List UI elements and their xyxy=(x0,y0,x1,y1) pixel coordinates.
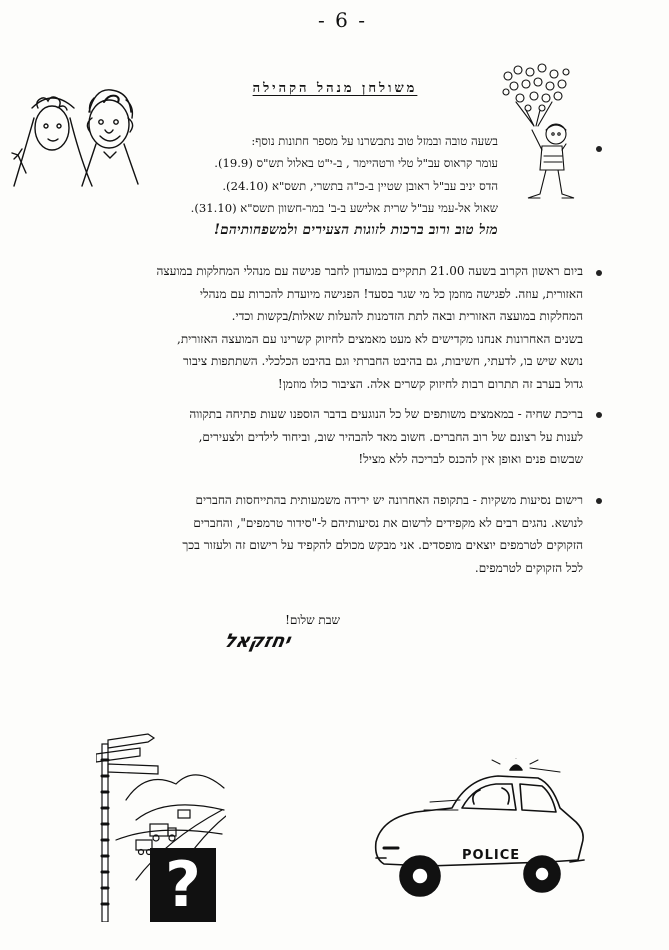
paragraph-line: בריכת שחיה - במאמצים משותפים של כל הנוגעים בדבר הוספנו שעות פתיחה בתקווה xyxy=(189,407,583,421)
question-mark: ? xyxy=(165,848,201,921)
bullet-dot xyxy=(596,270,602,276)
closing-greeting: שבת שלום! xyxy=(285,613,340,627)
paragraph-line: גדול בערב זה תתרום רבות לחיזוק קשרים אלה. הציבור כולו מוזמן! xyxy=(277,376,583,391)
paragraph-line: לנושא. נהגים רבים לא מקפידים לרשום את נסיעותיהם ל-"סידור טרמפים", והחברים xyxy=(193,515,583,530)
paragraph-line: שבשום פנים ואופן אין להכנס לבריכה ללא מציל! xyxy=(358,452,583,466)
signpost-illustration xyxy=(96,730,226,922)
bullet-dot xyxy=(596,412,602,418)
paragraph-line: הזקוקים לטרמפים יוצאים מופסדים. אני מבקש מכולם להקפיד על רישום זה ולעזור בכך xyxy=(182,538,583,552)
police-car-drawing xyxy=(370,758,590,908)
page-title: משולחן מנהל הקהילה xyxy=(252,81,418,96)
signature: יחזקאל xyxy=(222,630,293,652)
page-number: - 6 - xyxy=(318,8,367,32)
question-box xyxy=(150,848,216,922)
paragraph-regional-council xyxy=(78,260,583,395)
paragraph-line: רישום נסיעות משקיות - בתקופה האחרונה יש ירידה משמעותית בהתייחסות החברים xyxy=(195,493,583,507)
wedding-line: עומר קראוס עב"ל טלי ורטהיימר , ב-י"ט באלול תש"ס (19.9). xyxy=(214,156,498,171)
paragraph-line: נושא שיש בו, לדעתי, חשיבות, גם בהיבט החברתי וגם בהיבט הכלכלי. השתתפות ציבור xyxy=(183,354,583,368)
wedding-announcements xyxy=(186,130,498,241)
police-label: POLICE xyxy=(462,848,521,863)
police-car-illustration xyxy=(370,758,590,908)
bullet-dot xyxy=(596,146,602,152)
paragraph-line: המחלקות במועצה האזורית ובאה לתת הזדמנות להעלות שאלות/בקשות וכדי. xyxy=(231,309,583,323)
wedding-line: הדס יניב עב"ל ראובן שטיין ב-כ"ה בתשרי, תשס"א (24.10). xyxy=(222,178,498,193)
wedding-congratulations: מזל טוב ורוב ברכות לזוגות הצעירים ולמשפחותיהם! xyxy=(214,222,498,239)
paragraph-rides-registration xyxy=(78,489,583,579)
paragraph-swimming-pool xyxy=(78,403,583,471)
paragraph-line: בשנים האחרונות אנחנו מקדישים לא מעט מאמצים לחיזוק קשרינו עם המועצה האזורית, xyxy=(177,331,583,346)
paragraph-line: לכל הזקוקים לטרמפים. xyxy=(474,560,583,575)
wedding-line: שאול אל-עמי עב"ל שרית אלישע ב-ב' במר-חשוון תשס"א (31.10). xyxy=(190,200,498,215)
paragraph-line: האזורית, עוזה. לפגישה מוזמן כל מי שגר בסעד! הפגישה מיועדת להכרות עם מנהלי xyxy=(199,286,583,301)
boy-with-flowers-illustration xyxy=(496,62,576,212)
wedding-couple-illustration xyxy=(4,78,154,188)
paragraph-line: ביום ראשון הקרוב בשעה 21.00 תתקיים במועדון לחבר פגישה עם מנהלי המחלקות במועצה xyxy=(156,264,583,278)
paragraph-line: לענות על רצונם של רוב החברים. חשוב מאד להבהיר שוב, וביחוד לילדים ולצעירים, xyxy=(198,429,583,444)
wedding-intro: בשעה טובה ובמזל טוב נתבשרנו על מספר חתונות נוסף: xyxy=(251,134,498,148)
bullet-dot xyxy=(596,498,602,504)
